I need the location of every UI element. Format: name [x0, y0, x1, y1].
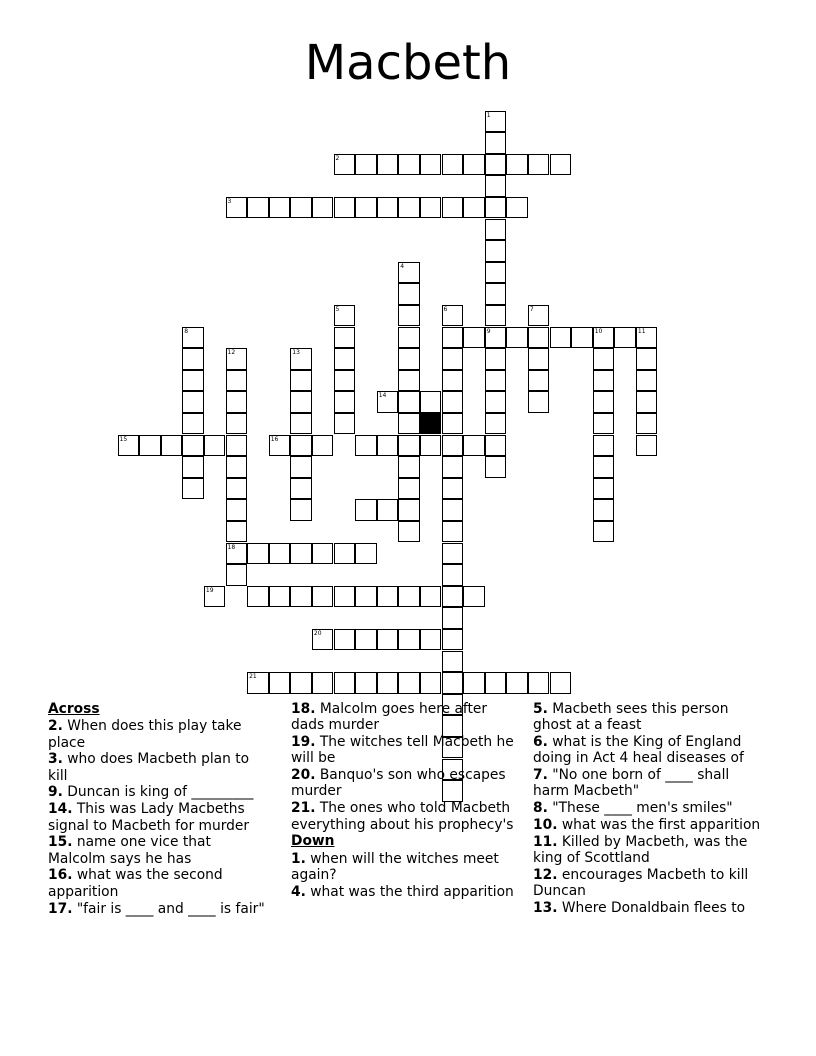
grid-cell[interactable]	[355, 154, 377, 176]
clue-item-number: 20.	[291, 767, 316, 784]
grid-cell[interactable]	[247, 197, 269, 219]
grid-cell[interactable]	[334, 327, 356, 349]
clue-number: 9	[486, 327, 491, 335]
grid-cell[interactable]	[442, 543, 464, 565]
grid-cell[interactable]	[528, 305, 550, 327]
grid-cell[interactable]	[398, 154, 420, 176]
grid-cell[interactable]	[355, 672, 377, 694]
grid-cell[interactable]	[377, 391, 399, 413]
grid-cell[interactable]	[420, 391, 442, 413]
grid-cell[interactable]	[334, 370, 356, 392]
grid-cell[interactable]	[269, 197, 291, 219]
grid-cell[interactable]	[290, 456, 312, 478]
grid-cell[interactable]	[182, 391, 204, 413]
grid-cell[interactable]	[485, 111, 507, 133]
grid-cell[interactable]	[420, 197, 442, 219]
clue-number: 2	[335, 154, 340, 162]
grid-cell[interactable]	[290, 435, 312, 457]
clue-item	[533, 734, 761, 767]
clue-number: 21	[249, 673, 257, 681]
clue-item-number: 6.	[533, 734, 548, 751]
clue-item-text: Malcolm goes here after dads murder	[291, 701, 488, 734]
grid-cell[interactable]	[442, 564, 464, 586]
clue-item-text: The ones who told Macbeth everything about his prophecy's	[291, 800, 514, 833]
clue-number: 14	[378, 392, 387, 400]
grid-cell[interactable]	[398, 672, 420, 694]
grid-cell[interactable]	[355, 197, 377, 219]
grid-cell[interactable]	[204, 435, 226, 457]
clue-item-text: Where Donaldbain flees to	[557, 900, 746, 917]
grid-cell[interactable]	[290, 413, 312, 435]
grid-cell[interactable]	[290, 586, 312, 608]
grid-cell[interactable]	[442, 435, 464, 457]
clue-item-text: Banquo's son who escapes murder	[291, 767, 506, 800]
grid-cell[interactable]	[182, 413, 204, 435]
grid-cell[interactable]	[312, 435, 334, 457]
grid-cell[interactable]	[442, 391, 464, 413]
clue-item	[533, 834, 761, 867]
grid-cell[interactable]	[226, 564, 248, 586]
grid-cell[interactable]	[312, 629, 334, 651]
grid-cell[interactable]	[636, 435, 658, 457]
clue-item-text: This was Lady Macbeths signal to Macbeth for murder	[48, 801, 250, 834]
grid-cell[interactable]	[398, 370, 420, 392]
grid-cell[interactable]	[593, 435, 615, 457]
down-heading: Down	[291, 833, 335, 850]
grid-cell[interactable]	[593, 370, 615, 392]
grid-cell[interactable]	[312, 197, 334, 219]
grid-cell[interactable]	[398, 435, 420, 457]
grid-cell[interactable]	[528, 348, 550, 370]
grid-cell[interactable]	[334, 586, 356, 608]
clue-item	[48, 834, 270, 867]
clue-item	[291, 734, 515, 767]
grid-cell[interactable]	[334, 391, 356, 413]
grid-cell[interactable]	[506, 154, 528, 176]
grid-cell[interactable]	[161, 435, 183, 457]
grid-cell[interactable]	[290, 391, 312, 413]
clue-number: 11	[637, 327, 646, 335]
grid-cell[interactable]	[463, 672, 485, 694]
clue-item-text: who does Macbeth plan to kill	[48, 751, 250, 784]
grid-cell[interactable]	[355, 586, 377, 608]
clue-item	[48, 901, 270, 917]
grid-cell[interactable]	[571, 327, 593, 349]
grid-cell[interactable]	[398, 629, 420, 651]
grid-cell[interactable]	[226, 348, 248, 370]
grid-cell[interactable]	[442, 327, 464, 349]
grid-cell[interactable]	[528, 672, 550, 694]
clue-item	[533, 817, 761, 833]
clue-item	[533, 701, 761, 734]
clue-item	[291, 767, 515, 800]
grid-cell[interactable]	[269, 435, 291, 457]
grid-cell[interactable]	[398, 348, 420, 370]
grid-cell[interactable]	[442, 499, 464, 521]
grid-cell[interactable]	[226, 543, 248, 565]
clues-column-2	[291, 701, 515, 901]
grid-cell[interactable]	[182, 435, 204, 457]
grid-cell[interactable]	[463, 435, 485, 457]
grid-cell[interactable]	[204, 586, 226, 608]
grid-cell[interactable]	[506, 327, 528, 349]
grid-cell[interactable]	[636, 413, 658, 435]
grid-cell[interactable]	[442, 154, 464, 176]
clue-item-number: 13.	[533, 900, 558, 917]
clue-item	[291, 800, 515, 833]
clue-item-number: 3.	[48, 751, 63, 768]
clue-item-text: what was the third apparition	[305, 883, 514, 900]
grid-cell[interactable]	[506, 672, 528, 694]
grid-cell[interactable]	[334, 305, 356, 327]
clue-item-text: what was the first apparition	[557, 817, 761, 834]
grid-cell[interactable]	[420, 435, 442, 457]
grid-cell[interactable]	[398, 413, 420, 435]
grid-cell[interactable]	[636, 348, 658, 370]
clue-item	[291, 851, 515, 884]
clue-item	[291, 701, 515, 734]
clue-number: 20	[313, 629, 322, 637]
grid-cell[interactable]	[226, 456, 248, 478]
grid-cell[interactable]	[334, 154, 356, 176]
grid-cell[interactable]	[528, 370, 550, 392]
clue-item-number: 12.	[533, 866, 558, 883]
clue-item-text: Duncan is king of _________	[62, 784, 254, 801]
clue-item-number: 10.	[533, 817, 558, 834]
grid-cell[interactable]	[334, 672, 356, 694]
grid-cell[interactable]	[593, 478, 615, 500]
grid-cell[interactable]	[182, 370, 204, 392]
grid-cell[interactable]	[442, 607, 464, 629]
grid-cell[interactable]	[485, 262, 507, 284]
grid-cell[interactable]	[398, 586, 420, 608]
grid-cell[interactable]	[355, 499, 377, 521]
grid-cell[interactable]	[485, 413, 507, 435]
grid-cell[interactable]	[398, 305, 420, 327]
clue-number: 6	[443, 305, 448, 313]
grid-cell[interactable]	[614, 327, 636, 349]
grid-cell[interactable]	[485, 435, 507, 457]
grid-cell[interactable]	[269, 586, 291, 608]
clue-item-number: 18.	[291, 701, 316, 717]
grid-cell[interactable]	[355, 629, 377, 651]
grid-cell[interactable]	[377, 586, 399, 608]
clue-item-text: when will the witches meet again?	[291, 850, 499, 883]
clue-item-number: 17.	[48, 900, 73, 917]
clue-item-number: 21.	[291, 800, 316, 817]
grid-cell[interactable]	[290, 478, 312, 500]
grid-cell[interactable]	[377, 499, 399, 521]
grid-cell[interactable]	[593, 456, 615, 478]
grid-cell[interactable]	[442, 348, 464, 370]
clues-column-1	[48, 701, 270, 917]
grid-cell[interactable]	[485, 219, 507, 241]
grid-cell[interactable]	[463, 586, 485, 608]
grid-cell[interactable]	[442, 305, 464, 327]
grid-cell[interactable]	[377, 672, 399, 694]
grid-cell[interactable]	[463, 154, 485, 176]
clue-item-number: 7.	[533, 767, 548, 784]
clue-item-number: 9.	[48, 784, 63, 801]
grid-cell[interactable]	[593, 499, 615, 521]
grid-cell[interactable]	[182, 327, 204, 349]
clue-item-text: "These ____ men's smiles"	[547, 800, 733, 817]
clue-item	[291, 884, 515, 900]
grid-cell[interactable]	[355, 435, 377, 457]
grid-cell[interactable]	[290, 543, 312, 565]
clue-item-text: "No one born of ____ shall harm Macbeth"	[533, 767, 730, 800]
grid-cell[interactable]	[442, 629, 464, 651]
clue-item-number: 15.	[48, 834, 73, 851]
grid-cell[interactable]	[485, 175, 507, 197]
clue-number: 19	[205, 586, 214, 594]
grid-cell[interactable]	[226, 521, 248, 543]
grid-cell[interactable]	[290, 672, 312, 694]
grid-cell[interactable]	[485, 283, 507, 305]
grid-cell[interactable]	[247, 672, 269, 694]
grid-cell[interactable]	[312, 672, 334, 694]
clue-item-number: 8.	[533, 800, 548, 817]
grid-cell[interactable]	[420, 154, 442, 176]
clue-item-text: Killed by Macbeth, was the king of Scottland	[533, 833, 748, 867]
grid-cell[interactable]	[442, 370, 464, 392]
grid-cell[interactable]	[226, 413, 248, 435]
clue-item-text: When does this play take place	[48, 718, 242, 751]
grid-cell[interactable]	[463, 327, 485, 349]
clue-item	[533, 767, 761, 800]
clue-item-text: what is the King of England doing in Act 4 heal diseases of	[533, 734, 744, 767]
grid-cell[interactable]	[290, 370, 312, 392]
grid-cell[interactable]	[226, 478, 248, 500]
grid-cell[interactable]	[377, 154, 399, 176]
grid-cell[interactable]	[636, 391, 658, 413]
grid-cell[interactable]	[269, 543, 291, 565]
grid-cell[interactable]	[485, 132, 507, 154]
page-title: Macbeth	[304, 35, 512, 91]
grid-cell[interactable]	[226, 197, 248, 219]
grid-cell[interactable]	[442, 521, 464, 543]
clue-item-text: Macbeth sees this person ghost at a feast	[533, 701, 729, 734]
clue-item-number: 19.	[291, 734, 316, 751]
grid-cell[interactable]	[485, 305, 507, 327]
clue-item-text: what was the second apparition	[48, 867, 223, 900]
grid-cell[interactable]	[528, 154, 550, 176]
grid-cell[interactable]	[593, 327, 615, 349]
across-heading: Across	[48, 701, 100, 717]
grid-cell[interactable]	[593, 391, 615, 413]
grid-cell[interactable]	[334, 197, 356, 219]
grid-cell[interactable]	[290, 499, 312, 521]
grid-cell[interactable]	[636, 327, 658, 349]
grid-cell[interactable]	[485, 672, 507, 694]
grid-cell[interactable]	[398, 391, 420, 413]
grid-cell[interactable]	[398, 478, 420, 500]
grid-cell[interactable]	[398, 197, 420, 219]
grid-cell-black	[420, 413, 442, 435]
clue-number: 1	[486, 111, 491, 119]
clue-item	[533, 867, 761, 900]
grid-cell[interactable]	[442, 478, 464, 500]
grid-cell[interactable]	[442, 672, 464, 694]
clue-number: 15	[119, 435, 128, 443]
grid-cell[interactable]	[420, 629, 442, 651]
grid-cell[interactable]	[485, 456, 507, 478]
grid-cell[interactable]	[550, 327, 572, 349]
grid-cell[interactable]	[226, 435, 248, 457]
grid-cell[interactable]	[485, 370, 507, 392]
grid-cell[interactable]	[485, 348, 507, 370]
grid-cell[interactable]	[506, 197, 528, 219]
clue-item	[48, 801, 270, 834]
grid-cell[interactable]	[593, 521, 615, 543]
grid-cell[interactable]	[550, 672, 572, 694]
grid-cell[interactable]	[593, 348, 615, 370]
clue-number: 5	[335, 305, 340, 313]
grid-cell[interactable]	[247, 586, 269, 608]
clue-item	[48, 784, 270, 800]
grid-cell[interactable]	[485, 240, 507, 262]
clue-number: 7	[529, 305, 534, 313]
grid-cell[interactable]	[355, 543, 377, 565]
grid-cell[interactable]	[290, 348, 312, 370]
grid-cell[interactable]	[398, 283, 420, 305]
grid-cell[interactable]	[398, 521, 420, 543]
grid-cell[interactable]	[247, 543, 269, 565]
grid-cell[interactable]	[312, 586, 334, 608]
clue-item-text: encourages Macbeth to kill Duncan	[533, 866, 749, 900]
clues-column-3	[533, 701, 761, 917]
clue-item-number: 11.	[533, 833, 558, 850]
clue-item-text: The witches tell Macbeth he will be	[291, 734, 514, 767]
clue-item	[533, 900, 761, 916]
clue-number: 18	[227, 543, 236, 551]
grid-cell[interactable]	[485, 391, 507, 413]
grid-cell[interactable]	[550, 154, 572, 176]
grid-cell[interactable]	[442, 456, 464, 478]
grid-cell[interactable]	[485, 197, 507, 219]
clue-number: 16	[270, 435, 279, 443]
clue-number: 12	[227, 349, 236, 357]
grid-cell[interactable]	[377, 435, 399, 457]
clue-item	[48, 751, 270, 784]
grid-cell[interactable]	[182, 348, 204, 370]
clue-item	[48, 718, 270, 751]
clue-number: 8	[184, 327, 189, 335]
grid-cell[interactable]	[442, 413, 464, 435]
grid-cell[interactable]	[226, 370, 248, 392]
grid-cell[interactable]	[182, 456, 204, 478]
grid-cell[interactable]	[334, 348, 356, 370]
clue-number: 4	[400, 262, 405, 270]
grid-cell[interactable]	[442, 651, 464, 673]
grid-cell[interactable]	[442, 197, 464, 219]
grid-cell[interactable]	[636, 370, 658, 392]
clue-item-number: 14.	[48, 801, 73, 818]
clue-number: 13	[292, 349, 300, 357]
clue-item	[48, 867, 270, 900]
clue-item-number: 2.	[48, 718, 63, 735]
grid-cell[interactable]	[269, 672, 291, 694]
grid-cell[interactable]	[398, 456, 420, 478]
grid-cell[interactable]	[377, 629, 399, 651]
clue-item	[533, 800, 761, 816]
grid-cell[interactable]	[398, 327, 420, 349]
grid-cell[interactable]	[334, 543, 356, 565]
grid-cell[interactable]	[485, 154, 507, 176]
grid-cell[interactable]	[442, 586, 464, 608]
grid-cell[interactable]	[226, 499, 248, 521]
grid-cell[interactable]	[463, 197, 485, 219]
grid-cell[interactable]	[118, 435, 140, 457]
grid-cell[interactable]	[226, 391, 248, 413]
clue-item-number: 4.	[291, 883, 306, 900]
clue-item-number: 5.	[533, 701, 548, 717]
grid-cell[interactable]	[593, 413, 615, 435]
grid-cell[interactable]	[182, 478, 204, 500]
grid-cell[interactable]	[398, 499, 420, 521]
clue-item-text: "fair is ____ and ____ is fair"	[72, 900, 265, 917]
clue-item-text: name one vice that Malcolm says he has	[48, 834, 211, 867]
clue-number: 10	[594, 327, 603, 335]
grid-cell[interactable]	[334, 413, 356, 435]
clue-number: 3	[227, 197, 232, 205]
grid-cell[interactable]	[420, 586, 442, 608]
grid-cell[interactable]	[377, 197, 399, 219]
grid-cell[interactable]	[528, 391, 550, 413]
grid-cell[interactable]	[334, 629, 356, 651]
clue-item-number: 16.	[48, 867, 73, 884]
grid-cell[interactable]	[420, 672, 442, 694]
clue-item-number: 1.	[291, 850, 306, 867]
grid-cell[interactable]	[139, 435, 161, 457]
grid-cell[interactable]	[312, 543, 334, 565]
grid-cell[interactable]	[398, 262, 420, 284]
grid-cell[interactable]	[528, 327, 550, 349]
grid-cell[interactable]	[485, 327, 507, 349]
grid-cell[interactable]	[290, 197, 312, 219]
